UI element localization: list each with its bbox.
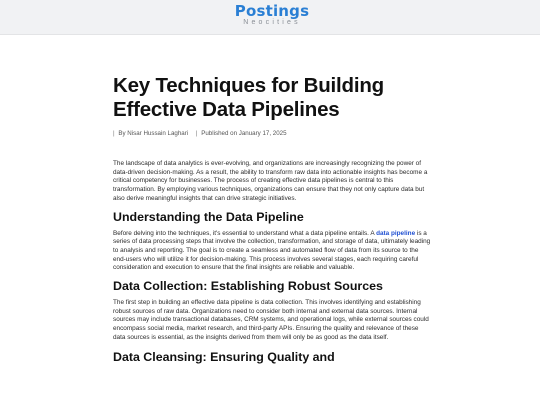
article-author: By Nisar Hussain Laghari xyxy=(118,130,189,137)
data-pipeline-link[interactable]: data pipeline xyxy=(376,229,416,237)
section-heading-understanding: Understanding the Data Pipeline xyxy=(113,209,304,224)
site-logo-title: Postings xyxy=(234,2,310,20)
intro-paragraph: The landscape of data analytics is ever-evolving, and organizations are increasingly recognizing the power of data-driven decision-making. As a result, the ability to transform raw data into actionable insights has become a critical competency for businesses. The process of creating effective data pipelines is central to this transformation. By employing various techniques, organizations can ensure that they not only capture data but also derive meaningful insights that can drive strategic initiatives. xyxy=(113,160,428,202)
article-published-date: Published on January 17, 2025 xyxy=(201,130,287,137)
section-heading-data-cleansing: Data Cleansing: Ensuring Quality and xyxy=(113,349,335,364)
paragraph-text: Before delving into the techniques, it's essential to understand what a data pipeline entails. A xyxy=(113,229,377,237)
site-logo[interactable] xyxy=(222,3,322,27)
meta-separator: | xyxy=(195,130,198,137)
section-paragraph-understanding xyxy=(113,230,431,274)
article xyxy=(113,74,431,364)
article-title: Key Techniques for Building Effective Data Pipelines xyxy=(113,74,384,121)
paragraph-text: is a series of data processing steps that involve the collection, transformation, and storage of data, ultimately leading to analysis and reporting. The goal is to create a seamless and automated flow of data from its source to the end-users who will utilize it for decision-making. This process involves several stages, each requiring careful consideration and execution to ensure that the final insights are reliable and valuable. xyxy=(113,229,431,272)
article-meta xyxy=(113,130,431,138)
site-logo-subtitle: Neocities xyxy=(243,19,301,26)
section-paragraph-data-collection: The first step in building an effective data pipeline is data collection. This involves identifying and establishing robust sources of raw data. Organizations need to consider both internal and external data sources. Internal sources may include transactional databases, CRM systems, and operational logs, while external sources could encompass social media, market research, and third-party APIs. Ensuring the quality and relevance of these data sources is essential, as the insights derived from them will only be as good as the data itself. xyxy=(113,299,429,341)
site-header xyxy=(0,0,540,35)
section-heading-data-collection: Data Collection: Establishing Robust Sources xyxy=(113,279,383,294)
meta-separator: | xyxy=(113,130,115,137)
